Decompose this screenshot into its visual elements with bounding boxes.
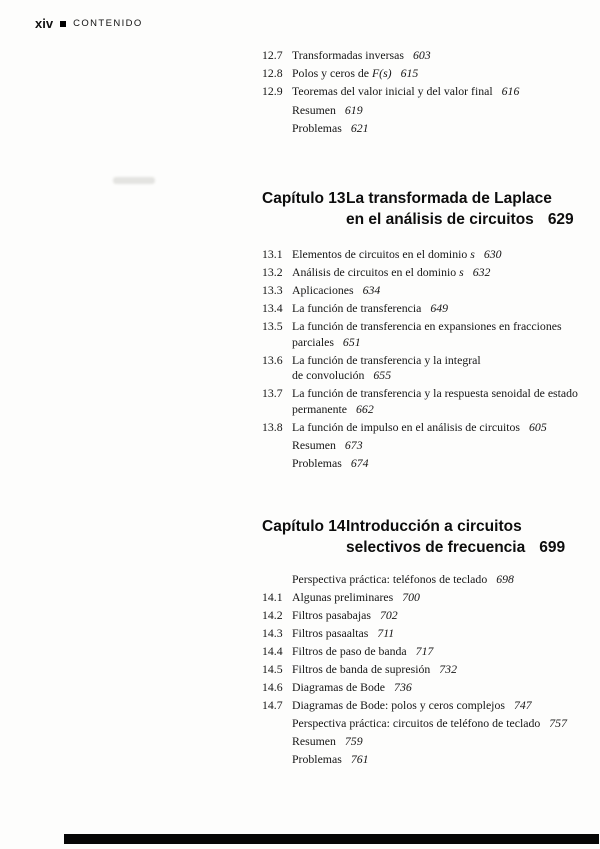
entry-number: 12.9 [262,84,283,98]
entry-line [292,626,594,642]
entry-title: Perspectiva práctica: teléfonos de teclado [292,571,488,586]
entry-page-ref: 717 [415,643,434,658]
toc-entry [262,283,594,299]
entry-page-ref: 630 [483,247,502,261]
chapter-page-ref: 629 [547,211,574,228]
entry-line [292,456,594,472]
entry-title: Perspectiva práctica: circuitos de teléfono de teclado [292,715,541,730]
toc-entry [262,386,594,417]
entry-line [292,698,594,714]
entry-page-ref: 662 [356,401,374,416]
entry-title: de convolución [292,368,365,382]
entry-number: 14.1 [262,589,283,604]
entry-line [292,680,594,696]
toc-entry [262,420,594,436]
toc-entry [262,662,594,678]
entry-page-ref: 615 [400,66,419,80]
chapter13-section [262,247,594,472]
entry-line [292,716,594,732]
entry-title: Transformadas inversas [292,48,404,62]
toc-entry [262,301,594,317]
chapter-page-ref: 699 [539,538,566,556]
entry-page-ref: 761 [350,751,369,766]
chapter-title [346,188,574,230]
scan-artifact-bar [64,834,599,844]
entry-number: 13.5 [262,319,283,333]
entry-title-italic: s [470,247,475,261]
entry-line [292,386,594,402]
page-header [35,16,143,31]
toc-subentry [262,103,594,119]
chapter13-heading [262,188,594,230]
entry-line [292,420,594,436]
toc-entry [262,265,594,281]
entry-title: La función de impulso en el análisis de circuitos [292,419,521,434]
entry-title: Algunas preliminares [292,589,394,604]
chapter-title-text: Introducción a circuitos [346,517,522,535]
entry-title: Polos y ceros de [292,66,372,80]
entry-number: 13.7 [262,386,283,400]
entry-page-ref: 632 [472,265,491,279]
entry-title: Filtros pasaaltas [292,625,369,640]
toc-subentry [262,456,594,472]
entry-line [292,572,594,588]
entry-page-ref: 649 [430,301,449,315]
entry-title: Teoremas del valor inicial y del valor final [292,84,493,98]
entry-number: 13.3 [262,283,283,297]
entry-page-ref: 674 [350,456,369,470]
entry-number: 12.8 [262,66,283,80]
chapter-title-line1 [346,516,565,537]
entry-line [292,84,594,100]
entry-line [292,335,594,351]
toc-entry [262,608,594,624]
entry-title-italic: s [459,265,464,279]
entry-page-ref: 651 [342,334,361,349]
entry-title: Diagramas de Bode [292,679,386,694]
entry-title: Aplicaciones [292,283,354,297]
entry-line [292,265,594,281]
chapter14-heading [262,516,594,558]
entry-title: Problemas [292,456,342,470]
entry-line [292,368,594,384]
entry-title: Problemas [292,120,342,135]
entry-line [292,66,594,82]
entry-line [292,353,594,369]
entry-number: 12.7 [262,48,283,62]
entry-page-ref: 736 [394,679,412,694]
entry-line [292,283,594,299]
entry-page-ref: 698 [496,571,514,586]
entry-page-ref: 621 [350,120,369,135]
entry-title: Resumen [292,102,336,117]
entry-line [292,319,594,335]
entry-title: La función de transferencia en expansiones en fracciones [292,319,562,333]
entry-title: Filtros de paso de banda [292,643,407,658]
entry-page-ref: 603 [412,48,431,62]
entry-title: Análisis de circuitos en el dominio [292,265,460,279]
entry-title: Filtros pasabajas [292,607,371,622]
entry-title: Resumen [292,438,336,452]
chapter-title [346,516,565,558]
square-bullet-icon [60,21,66,27]
toc-subentry [262,572,594,588]
entry-page-ref: 605 [529,419,547,434]
toc-subentry [262,438,594,454]
entry-number: 13.4 [262,301,283,315]
entry-line [292,590,594,606]
scan-smudge [113,177,155,184]
chapter14-section [262,572,594,768]
entry-title-italic: F(s) [371,66,392,80]
entry-line [292,644,594,660]
entry-page-ref: 732 [439,661,457,676]
toc-subentry [262,752,594,768]
entry-number: 14.6 [262,679,283,694]
chapter-title-line2 [346,537,565,558]
entry-page-ref: 616 [501,84,520,98]
toc-subentry [262,734,594,750]
header-title: CONTENIDO [73,18,143,29]
entry-page-ref: 757 [549,715,567,730]
chapter-title-text: selectivos de frecuencia [346,538,526,556]
entry-title: parciales [292,334,334,349]
entry-line [292,48,594,64]
entry-page-ref: 655 [373,368,392,382]
toc-entry [262,698,594,714]
entry-line [292,662,594,678]
toc-entry [262,66,594,82]
entry-title: Elementos de circuitos en el dominio [292,247,471,261]
entry-title: La función de transferencia y la respuesta senoidal de estado [292,386,578,400]
entry-number: 14.3 [262,625,283,640]
chapter-title-line1 [346,188,574,209]
toc-entry [262,247,594,263]
page-number-folio: xiv [35,16,54,31]
entry-number: 14.4 [262,643,283,658]
entry-title: Problemas [292,751,342,766]
entry-line [292,301,594,317]
toc-entry [262,353,594,384]
entry-page-ref: 619 [344,102,363,117]
chapter-label: Capítulo 14 [262,517,346,535]
chapter12-section [262,48,594,136]
entry-title: Filtros de banda de supresión [292,661,431,676]
entry-line [292,752,594,768]
table-of-contents [262,48,594,770]
entry-line [292,608,594,624]
entry-page-ref: 702 [379,607,398,622]
entry-title: La función de transferencia y la integral [292,352,481,367]
chapter-title-text: La transformada de Laplace [346,190,552,207]
entry-page-ref: 711 [377,625,395,640]
entry-page-ref: 673 [344,438,363,452]
chapter-label: Capítulo 13 [262,190,346,207]
toc-entry [262,680,594,696]
entry-page-ref: 634 [362,283,381,297]
toc-entry [262,84,594,100]
toc-entry [262,626,594,642]
entry-line [292,402,594,418]
entry-title: Resumen [292,733,336,748]
toc-entry [262,644,594,660]
entry-number: 13.1 [262,247,283,261]
chapter-title-text: en el análisis de circuitos [346,211,534,228]
toc-subentry [262,121,594,137]
entry-page-ref: 747 [513,697,532,712]
entry-number: 14.2 [262,607,283,622]
toc-entry [262,319,594,350]
entry-number: 13.2 [262,265,283,279]
entry-number: 13.6 [262,352,283,367]
entry-title: permanente [292,401,348,416]
chapter-title-line2 [346,209,574,230]
entry-line [292,438,594,454]
entry-number: 13.8 [262,419,283,434]
entry-number: 14.5 [262,661,283,676]
toc-entry [262,590,594,606]
toc-subentry [262,716,594,732]
entry-line [292,121,594,137]
entry-line [292,247,594,263]
toc-entry [262,48,594,64]
entry-line [292,103,594,119]
entry-title: La función de transferencia [292,301,422,315]
entry-page-ref: 700 [402,589,420,604]
entry-page-ref: 759 [344,733,363,748]
entry-title: Diagramas de Bode: polos y ceros complejos [292,697,505,712]
entry-line [292,734,594,750]
entry-number: 14.7 [262,697,283,712]
